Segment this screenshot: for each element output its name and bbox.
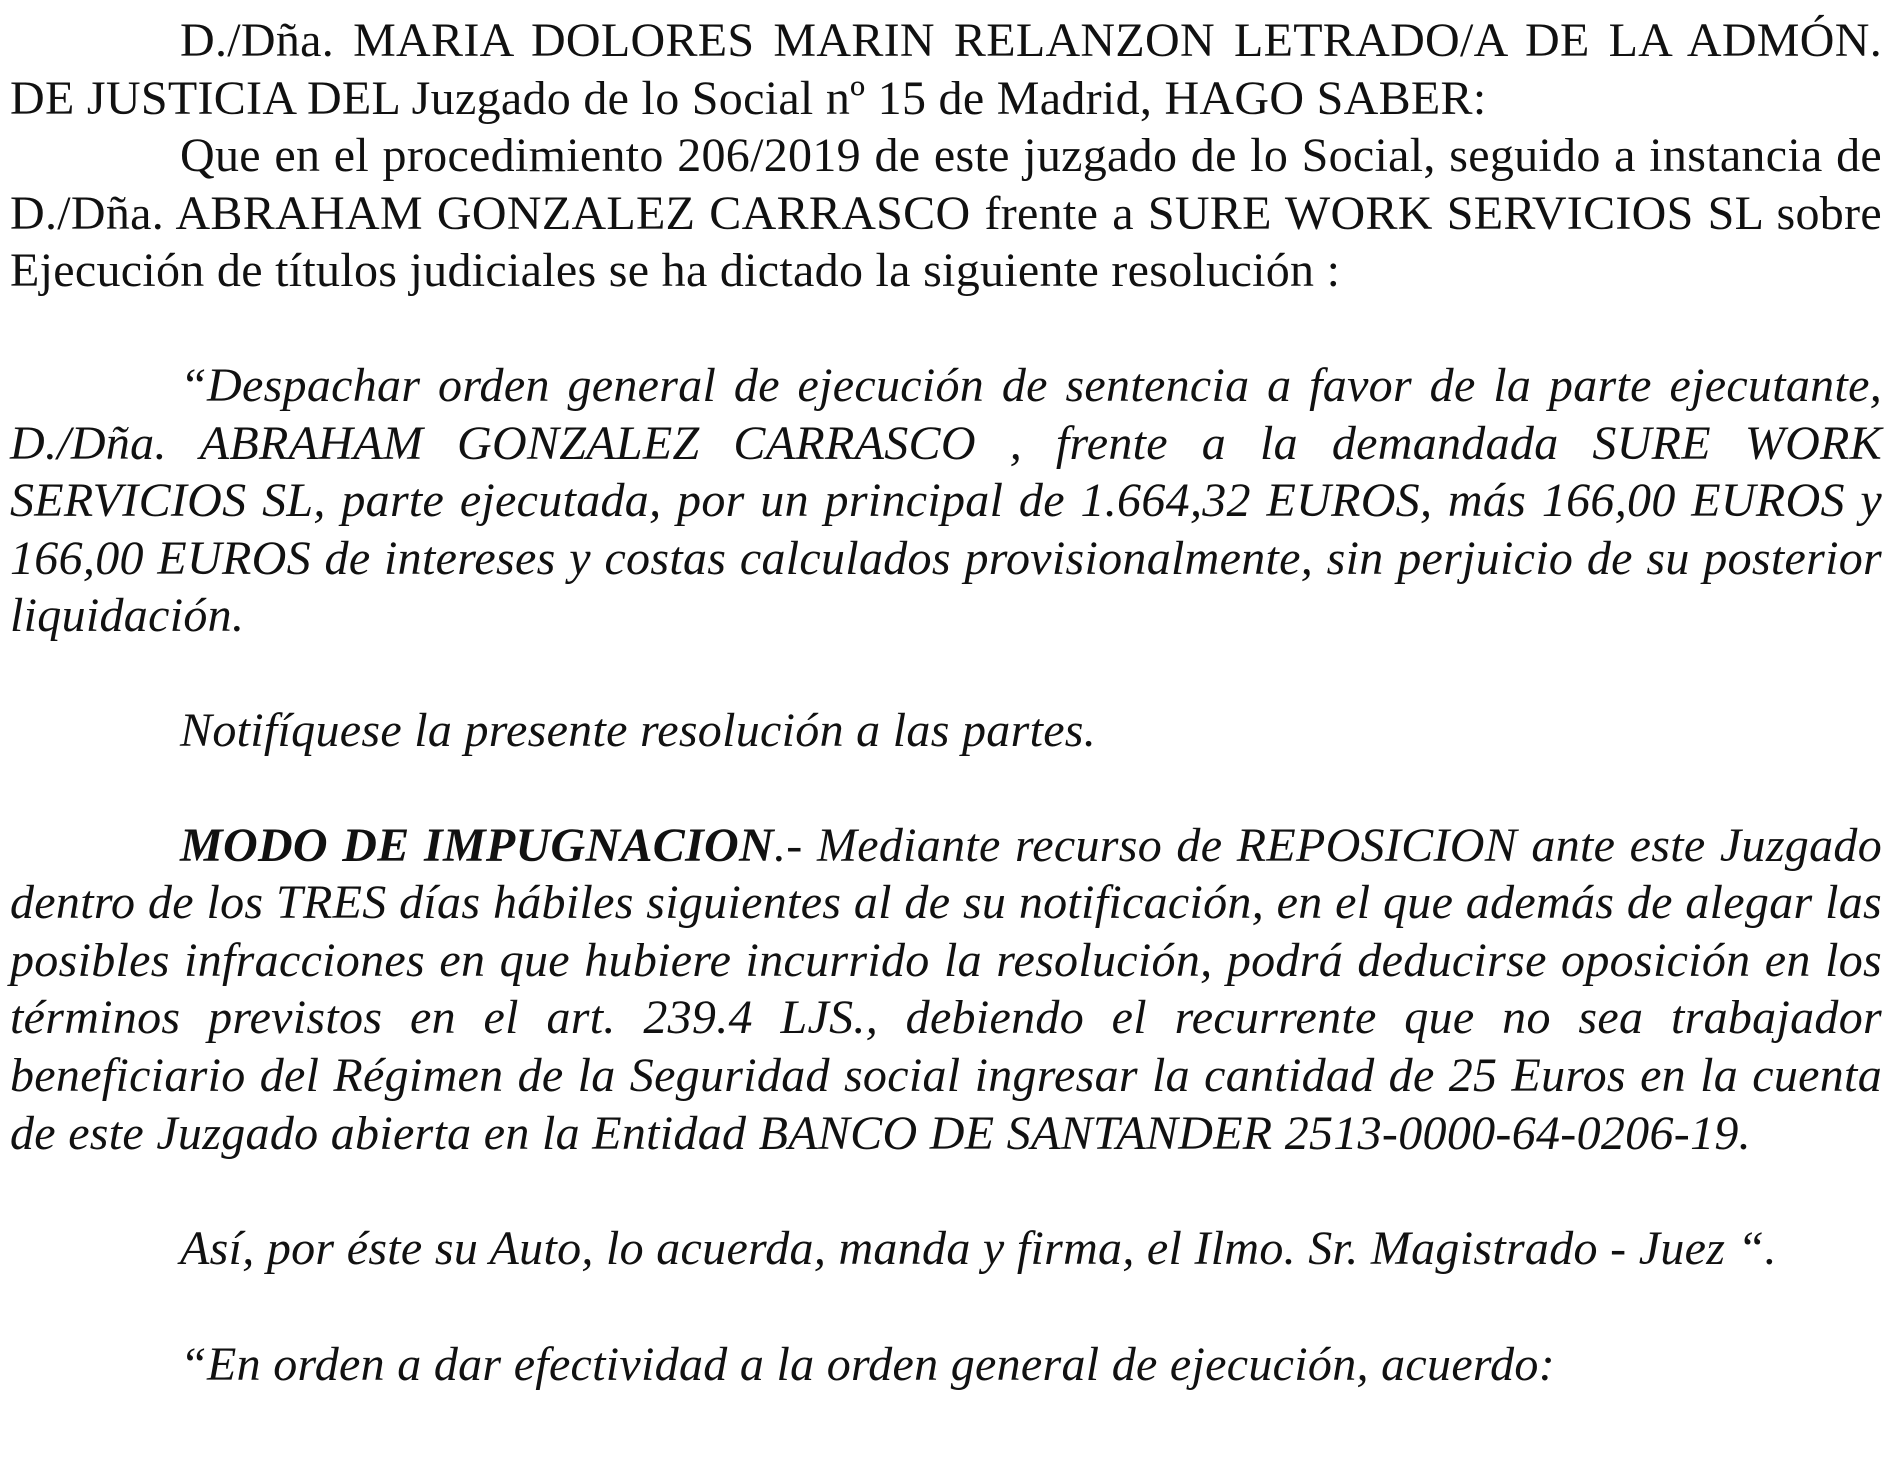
impugnation-heading: MODO DE IMPUGNACION [180, 818, 774, 872]
notification-paragraph: Notifíquese la presente resolución a las partes. [180, 703, 1097, 757]
final-order-paragraph: “En orden a dar efectividad a la orden general de ejecución, acuerdo: [180, 1337, 1556, 1391]
intro-procedure-paragraph: Que en el procedimiento 206/2019 de este juzgado de lo Social, seguido a instancia de D./Dña. ABRAHAM GONZALEZ CARRASCO frente a SURE WORK SERVICIOS SL sobre Ejecución de títulos judiciales se ha dictado la siguiente resolución : [10, 129, 1882, 298]
document-body [10, 12, 1882, 1393]
intro-letrado-paragraph: D./Dña. MARIA DOLORES MARIN RELANZON LETRADO/A DE LA ADMÓN. DE JUSTICIA DEL Juzgado de lo Social nº 15 de Madrid, HAGO SABER: [10, 14, 1882, 125]
signature-paragraph: Así, por éste su Auto, lo acuerda, manda y firma, el Ilmo. Sr. Magistrado - Juez “. [180, 1222, 1777, 1276]
resolution-order-paragraph: “Despachar orden general de ejecución de sentencia a favor de la parte ejecutante, D./Dña. ABRAHAM GONZALEZ CARRASCO , frente a la demandada SURE WORK SERVICIOS SL, parte ejecutada, por un principal de 1.664,32 EUROS, más 166,00 EUROS y 166,00 EUROS de intereses y costas calculados provisionalmente, sin perjuicio de su posterior liquidación. [10, 358, 1882, 643]
impugnation-body: .- Mediante recurso de REPOSICION ante este Juzgado dentro de los TRES días hábiles siguientes al de su notificación, en el que además de alegar las posibles infracciones en que hubiere incurrido la resolución, podrá deducirse oposición en los términos previstos en el art. 239.4 LJS., debiendo el recurrente que no sea trabajador beneficiario del Régimen de la Seguridad social ingresar la cantidad de 25 Euros en la cuenta de este Juzgado abierta en la Entidad BANCO DE SANTANDER 2513-0000-64-0206-19. [10, 818, 1882, 1160]
impugnation-paragraph [10, 817, 1882, 1163]
